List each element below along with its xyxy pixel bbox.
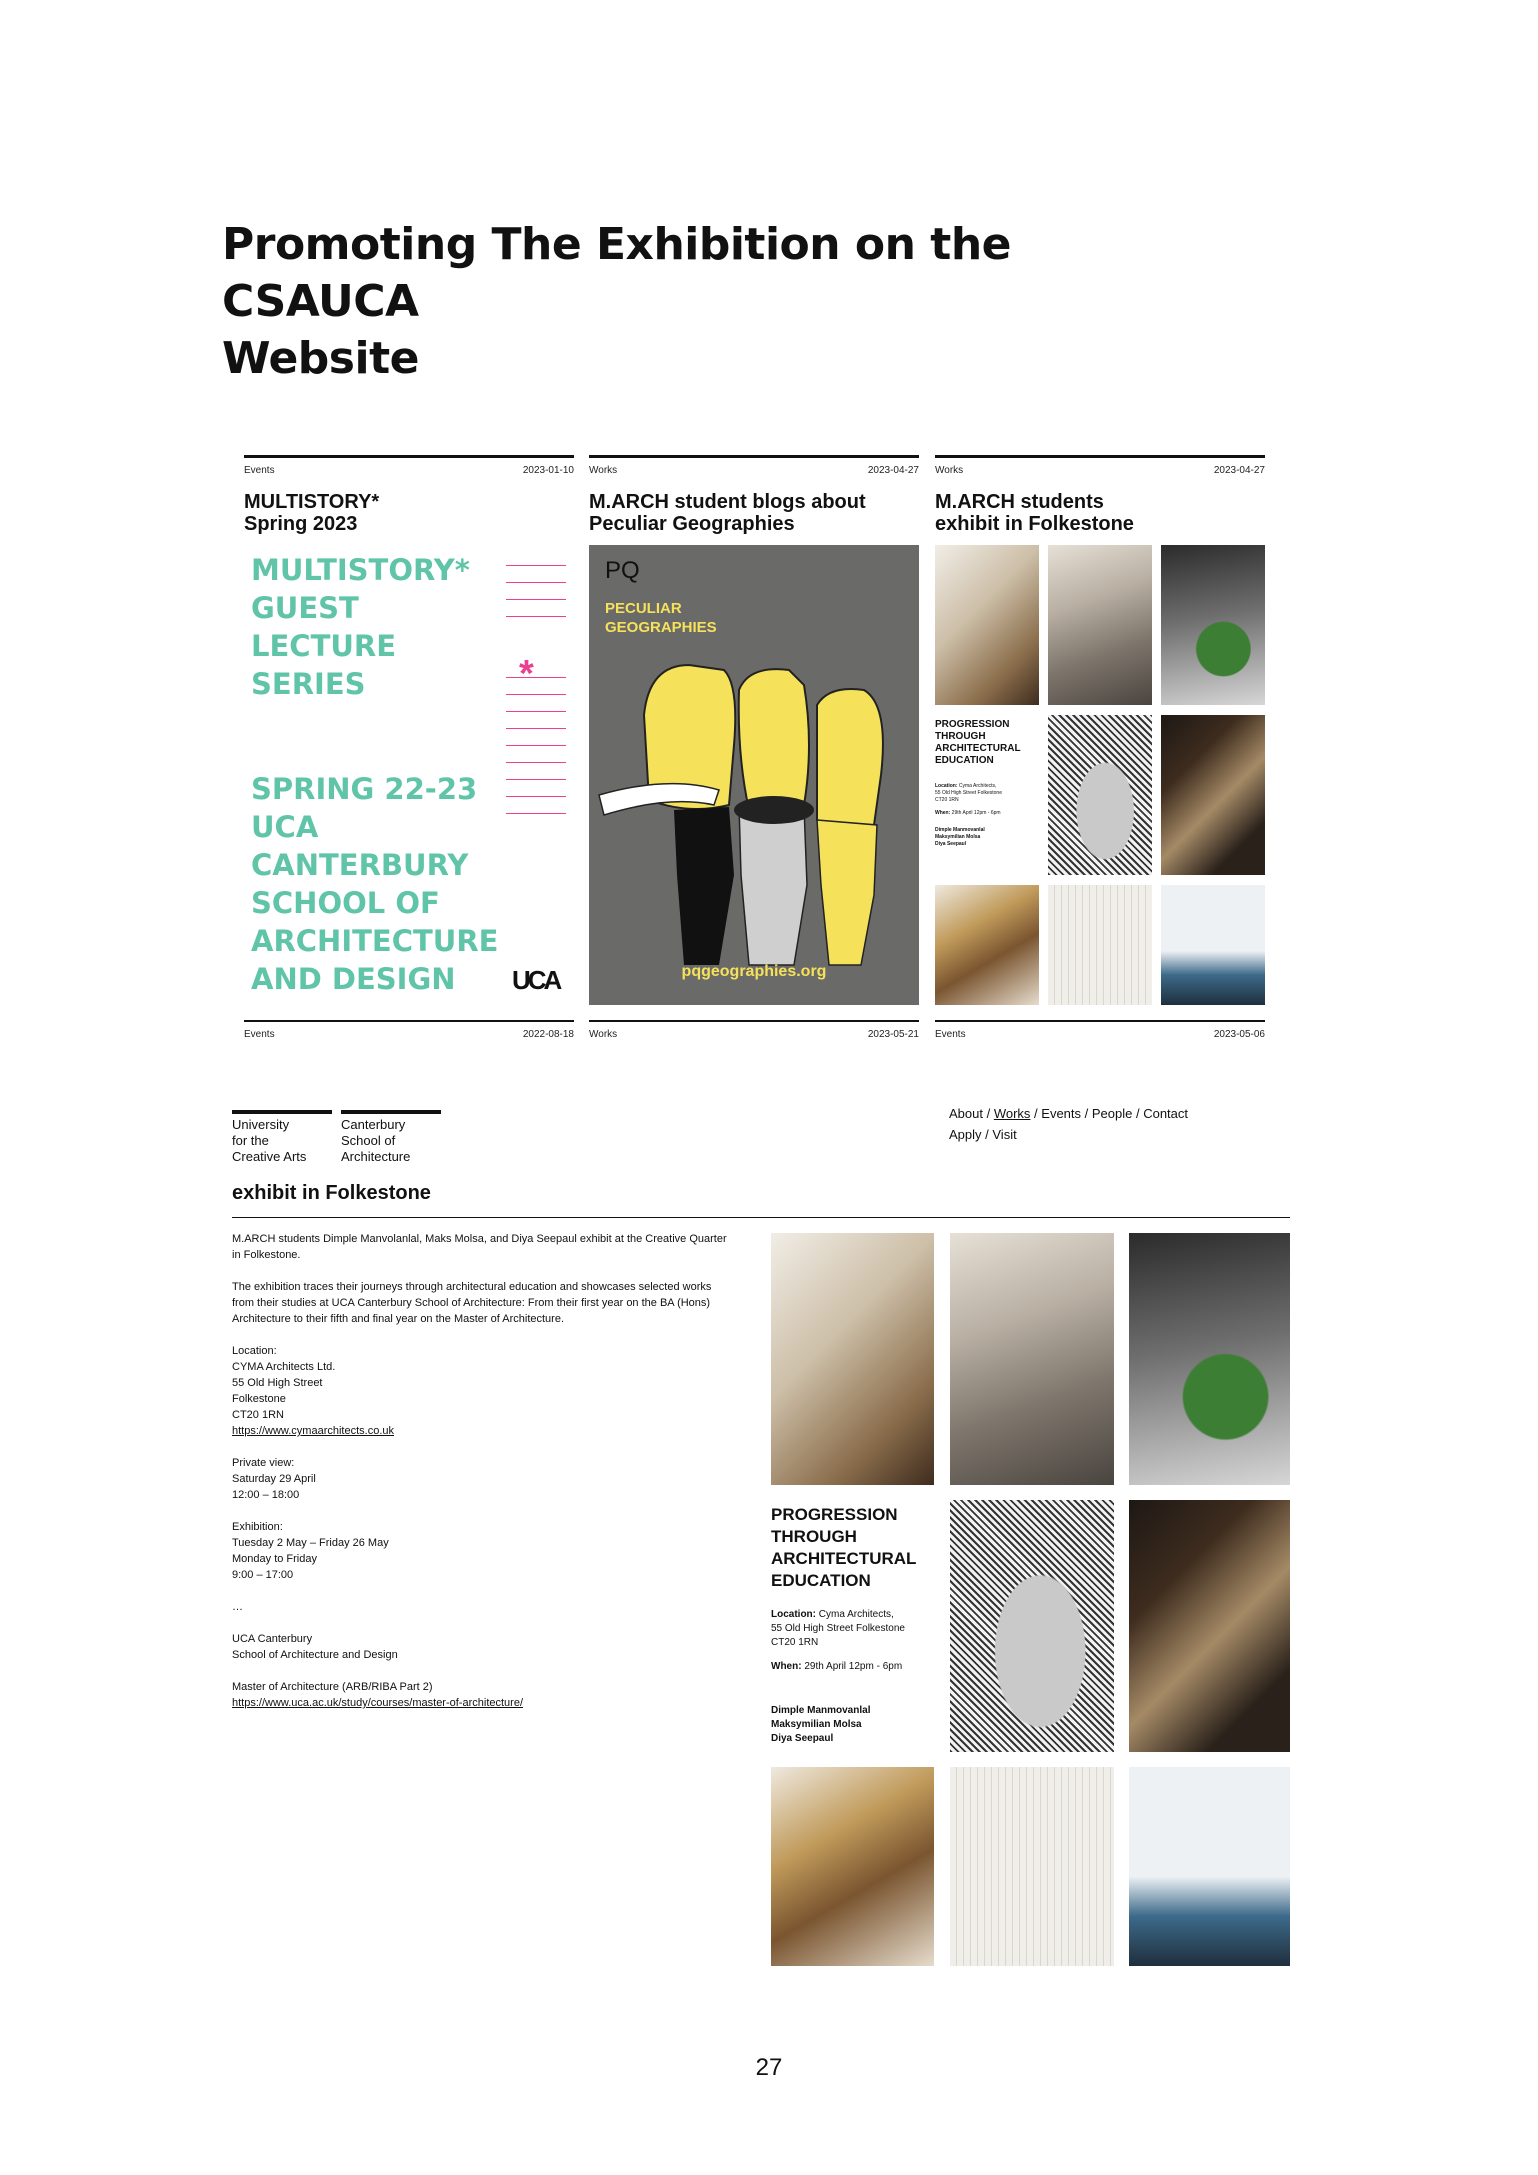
pq-url[interactable]: pqgeographies.org [681, 963, 827, 980]
article-body: M.ARCH students Dimple Manvolanlal, Maks Molsa, and Diya Seepaul exhibit at the Creative Quarter in Folkestone. The exhibition traces their journeys through architectural education and showcases selected works from their studies at UCA Canterbury School of Architecture: From their first year on the BA (Hons) Architecture to their fifth and final year on the Master of Architecture. Location: CYMA Architects Ltd. 55 Old High Street Folkestone CT20 1RN https://www.cymaarchitects.co.uk Private view: Saturday 29 April 12:00 – 18:00 Exhibition: Tuesday 2 May – Friday 26 May Monday to Friday 9:00 – 17:00 … UCA Canterbury School of Architecture and Design Master of Architecture (ARB/RIBA Part 2) https://www.uca.ac.uk/study/courses/master-of-architecture/ [232, 1231, 752, 1727]
poster-speaker-list [506, 565, 566, 830]
poster-footer-line: SPRING 22-23 [251, 772, 478, 806]
gold-model-image[interactable] [771, 1767, 934, 1966]
folded-model-tile [1048, 545, 1152, 705]
card-category[interactable]: Works [935, 465, 964, 476]
backpacks-illustration [589, 545, 919, 1005]
card-title[interactable] [244, 491, 574, 535]
page-number: 27 [755, 2054, 783, 2081]
waterfront-image[interactable] [1129, 1767, 1290, 1966]
article-heading: exhibit in Folkestone [232, 1182, 431, 1204]
nav-visit[interactable]: Visit [992, 1127, 1017, 1142]
folded-model-image[interactable] [950, 1233, 1114, 1485]
waterfront-tile [1161, 885, 1265, 1005]
card-bottom-rule [935, 1020, 1265, 1022]
next-card-date: 2023-05-21 [867, 1029, 919, 1040]
poster-footer-line: ARCHITECTURE [251, 924, 499, 958]
card-meta [935, 465, 1265, 476]
card-title-line-1: M.ARCH students [935, 491, 1104, 513]
exhibition-poster-tile: PROGRESSION THROUGH ARCHITECTURAL EDUCATION Location: Cyma Architects, 55 Old High Street Folkestone CT20 1RN When: 29th April 12pm - 6pm Dimple Manmovanlal Maksymilian Molsa Diya Seepaul [935, 715, 1039, 875]
uca-logo: UCA [512, 965, 560, 995]
next-card-category[interactable]: Events [244, 1029, 275, 1040]
poster-footer [251, 770, 511, 998]
card-top-rule [244, 455, 574, 458]
card-meta [244, 465, 574, 476]
card-image[interactable] [244, 545, 574, 1005]
card-image[interactable] [589, 545, 919, 1005]
card-title[interactable] [589, 491, 919, 535]
poster-heading-line: MULTISTORY* [251, 553, 470, 587]
card-title-line-1: M.ARCH student blogs about [589, 491, 866, 513]
exhibition-poster-image[interactable]: PROGRESSION THROUGH ARCHITECTURAL EDUCATION Location: Cyma Architects, 55 Old High Street Folkestone CT20 1RN When: 29th April 12pm - 6pm Dimple Manmovanlal Maksymilian Molsa Diya Seepaul [771, 1500, 934, 1752]
card-date: 2023-01-10 [522, 465, 574, 476]
poster-footer-line: AND DESIGN [251, 962, 456, 996]
card-title-line-2: Spring 2023 [244, 513, 358, 535]
next-card-category[interactable]: Events [935, 1029, 966, 1040]
nav-works[interactable]: Works [993, 1106, 1031, 1121]
next-card-date: 2023-05-06 [1213, 1029, 1265, 1040]
poster-heading-line: LECTURE [251, 629, 397, 663]
frame-model-tile [1161, 715, 1265, 875]
card-peculiar-geographies[interactable] [589, 455, 919, 1049]
sketch-image[interactable] [950, 1767, 1114, 1966]
page-title [222, 216, 1222, 387]
poster-footer-line: CANTERBURY [251, 848, 469, 882]
card-title-line-1: MULTISTORY* [244, 491, 380, 513]
card-image-grid[interactable] [935, 545, 1265, 1005]
poster-footer-line: SCHOOL OF [251, 886, 440, 920]
card-category[interactable]: Events [244, 465, 275, 476]
card-next-meta [589, 1029, 919, 1040]
card-title[interactable] [935, 491, 1265, 535]
next-card-date: 2022-08-18 [522, 1029, 574, 1040]
next-card-category[interactable]: Works [589, 1029, 618, 1040]
nav-people[interactable]: People [1091, 1106, 1133, 1121]
city-map-image[interactable] [950, 1500, 1114, 1752]
page-title-line-1: Promoting The Exhibition on the CSAUCA [222, 219, 1011, 327]
cyma-link[interactable]: https://www.cymaarchitects.co.uk [232, 1425, 394, 1437]
nav-events[interactable]: Events [1041, 1106, 1082, 1121]
poster-footer-line: UCA [251, 810, 319, 844]
card-bottom-rule [589, 1020, 919, 1022]
nav-apply[interactable]: Apply [949, 1127, 982, 1142]
heading-rule [232, 1217, 1290, 1218]
card-top-rule [589, 455, 919, 458]
card-category[interactable]: Works [589, 465, 618, 476]
card-date: 2023-04-27 [867, 465, 919, 476]
card-title-line-2: exhibit in Folkestone [935, 513, 1134, 535]
main-nav: About / Works / Events / People / Contact [949, 1106, 1189, 1121]
city-model-image[interactable] [1129, 1233, 1290, 1485]
nav-contact[interactable]: Contact [1143, 1106, 1189, 1121]
card-date: 2023-04-27 [1213, 465, 1265, 476]
card-bottom-rule [244, 1020, 574, 1022]
csa-logo-text[interactable]: Canterbury School of Architecture [341, 1117, 411, 1164]
card-meta [589, 465, 919, 476]
wood-model-tile [935, 545, 1039, 705]
card-folkestone[interactable] [935, 455, 1265, 1049]
uca-logo-bar [232, 1110, 332, 1114]
city-model-tile [1161, 545, 1265, 705]
page-title-line-2: Website [222, 333, 419, 384]
wood-model-image[interactable] [771, 1233, 934, 1485]
poster-heading-line: GUEST [251, 591, 359, 625]
poster-heading [251, 551, 481, 703]
city-map-tile [1048, 715, 1152, 875]
pq-subtitle-line: PECULIAR [605, 600, 682, 617]
card-multistory[interactable] [244, 455, 574, 1049]
card-top-rule [935, 455, 1265, 458]
card-next-meta [244, 1029, 574, 1040]
pq-mark: PQ [605, 557, 640, 584]
secondary-nav: Apply / Visit [949, 1127, 1017, 1142]
card-next-meta [935, 1029, 1265, 1040]
csa-logo-bar [341, 1110, 441, 1114]
frame-model-image[interactable] [1129, 1500, 1290, 1752]
pq-subtitle-line: GEOGRAPHIES [605, 619, 717, 636]
multistory-poster [244, 545, 574, 1005]
poster-heading-line: SERIES [251, 667, 366, 701]
asterisk-icon: * [519, 653, 534, 695]
uca-logo-text[interactable]: University for the Creative Arts [232, 1117, 307, 1164]
pq-poster [589, 545, 919, 1005]
card-title-line-2: Peculiar Geographies [589, 513, 795, 535]
nav-about[interactable]: About [949, 1106, 983, 1121]
gold-model-tile [935, 885, 1039, 1005]
course-link[interactable]: https://www.uca.ac.uk/study/courses/master-of-architecture/ [232, 1697, 524, 1709]
sketch-tile [1048, 885, 1152, 1005]
